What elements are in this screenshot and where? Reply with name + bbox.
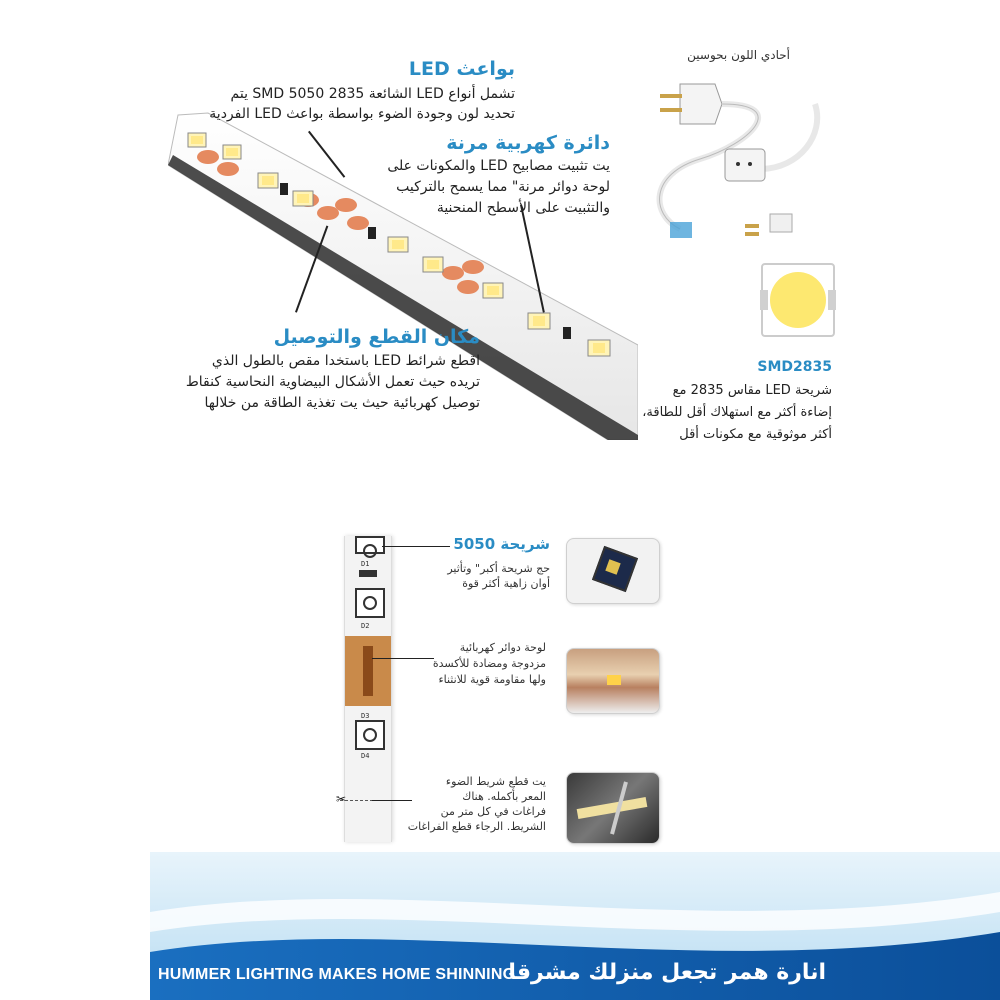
chip5050-photo bbox=[566, 538, 660, 604]
pcb-line-1: لوحة دوائر كهربائية bbox=[459, 641, 546, 654]
flex-circuit-line-2: لوحة دوائر مرنة" مما يسمح بالتركيب bbox=[396, 179, 610, 195]
strip-label-d2: D2 bbox=[361, 622, 370, 630]
pcb-led-graphic bbox=[607, 675, 621, 685]
cutting-line-1: يت قطع شريط الضوء bbox=[445, 775, 546, 788]
strip-label-d1: D1 bbox=[361, 560, 370, 568]
led-beads-line-1: تشمل أنواع LED الشائعة 2835 SMD 5050 يتم bbox=[230, 86, 515, 102]
strip-chip-d2 bbox=[355, 588, 385, 618]
strip-chip-top bbox=[355, 536, 385, 554]
cut-point-line-2: تريده حيث تعمل الأشكال البيضاوية النحاسية كنقاط bbox=[185, 374, 480, 390]
strip-resistor bbox=[359, 570, 377, 577]
cut-point-line-3: توصيل كهربائية حيث يت تغذية الطاقة من خلالها bbox=[204, 395, 480, 411]
flex-circuit-title: دائرة كهربية مرنة bbox=[446, 132, 610, 154]
pcb-line-3: ولها مقاومة قوية للانثناء bbox=[438, 673, 546, 686]
cut-point-line-1: اقطع شرائط LED باستخدا مقص بالطول الذي bbox=[211, 353, 480, 369]
strip-chip-d4 bbox=[355, 720, 385, 750]
smd2835-line-2: إضاءة أكثر مع استهلاك أقل للطاقة، bbox=[642, 405, 832, 420]
pcb-line-2: مزدوجة ومضادة للأكسدة bbox=[432, 657, 546, 670]
strip-copper-trace bbox=[363, 646, 373, 696]
chip5050-line-2: أوان زاهية أكثر قوة bbox=[462, 577, 550, 590]
cutting-line-2: المعر بأكمله. هناك bbox=[462, 790, 546, 803]
cutting-line-4: الشريط. الرجاء قطع الفراغات bbox=[407, 820, 546, 833]
cutting-strip-graphic bbox=[577, 797, 648, 819]
led-beads-title: بواعث LED bbox=[408, 58, 515, 80]
led-beads-line-2: تحديد لون وجودة الضوء بواسطة بواعث LED الفردية bbox=[209, 106, 515, 122]
strip-label-d3: D3 bbox=[361, 712, 370, 720]
scissors-icon: ✂ bbox=[336, 792, 347, 806]
chip5050-line-1: حج شريحة أكبر" وتأثير bbox=[447, 562, 550, 575]
flex-circuit-line-3: والتثبيت على الأسطح المنحنية bbox=[436, 200, 610, 216]
flex-circuit-line-1: يت تثبيت مصابيح LED والمكونات على bbox=[387, 158, 610, 174]
footer-english-slogan: HUMMER LIGHTING MAKES HOME SHINNING bbox=[158, 966, 516, 983]
pcb-photo bbox=[566, 648, 660, 714]
plug-caption: أحادي اللون بحوسين bbox=[687, 48, 790, 62]
smd2835-title: SMD2835 bbox=[757, 359, 832, 375]
cut-point-title: مكان القطع والتوصيل bbox=[273, 326, 480, 348]
cutting-line-3: فراغات في كل متر من bbox=[440, 805, 546, 818]
footer-slogan bbox=[150, 958, 850, 992]
cutting-photo bbox=[566, 772, 660, 844]
chip5050-title: شريحة 5050 bbox=[453, 535, 550, 553]
power-plug-connector bbox=[640, 64, 840, 244]
smd2835-chip-icon bbox=[760, 262, 836, 338]
smd2835-line-1: شريحة LED مقاس 2835 مع bbox=[672, 383, 832, 398]
footer-arabic-slogan: انارة همر تجعل منزلك مشرقا bbox=[508, 960, 826, 985]
strip-label-d4: D4 bbox=[361, 752, 370, 760]
smd2835-line-3: أكثر موثوقية مع مكونات أقل bbox=[679, 427, 832, 442]
